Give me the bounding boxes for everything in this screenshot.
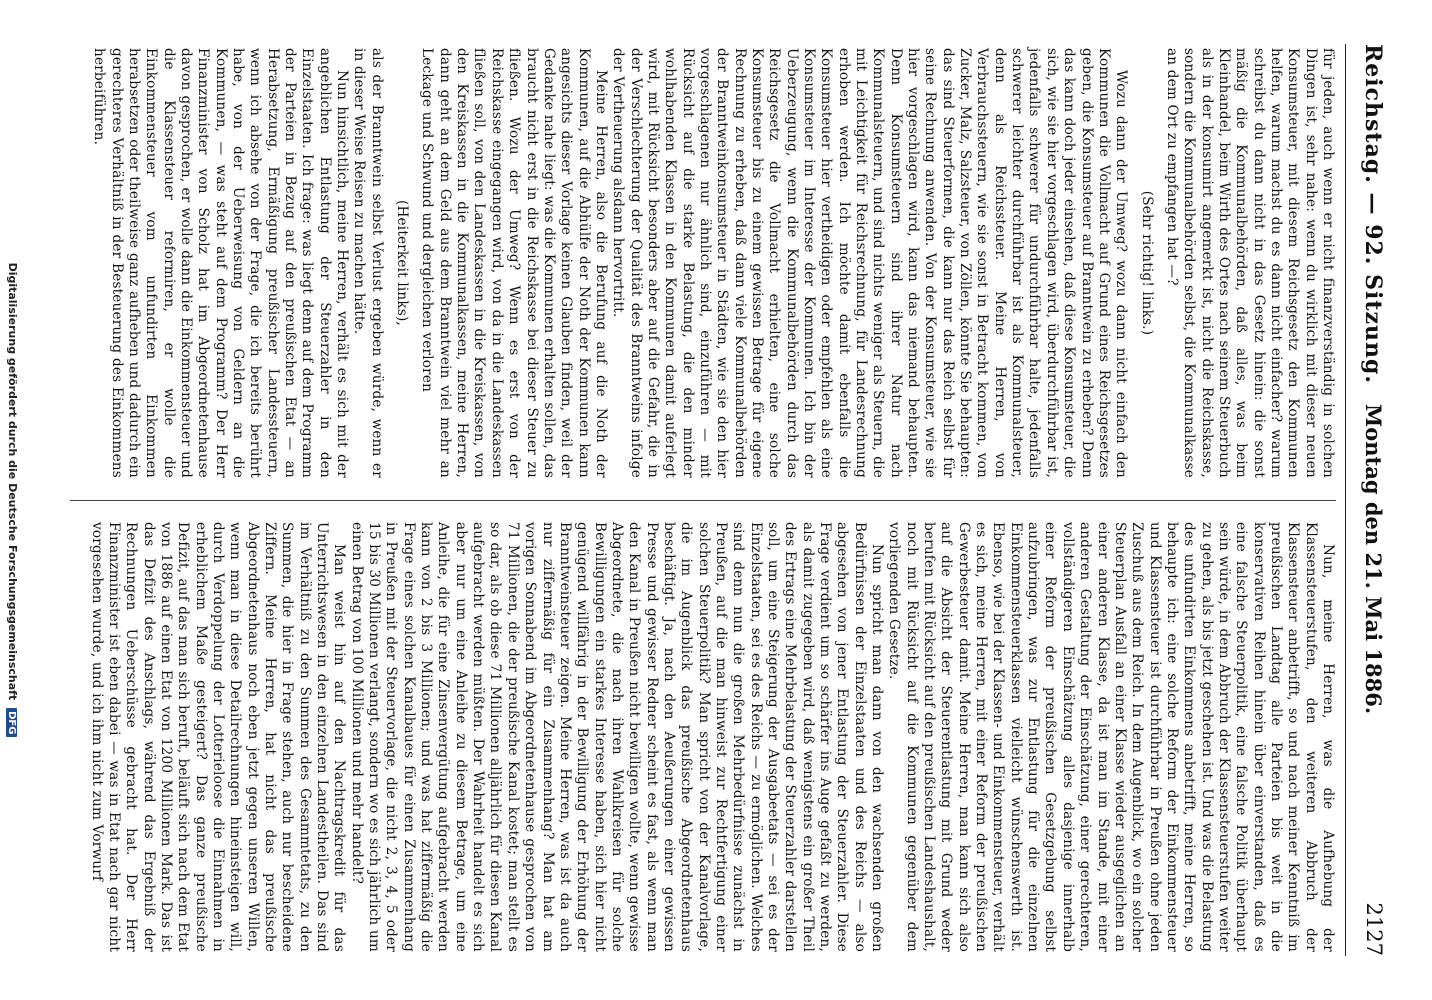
- page-header: [1352, 44, 1392, 956]
- header-date: Montag den 21. Mai 1886.: [1361, 404, 1386, 715]
- paragraph: Meine Herren, also die Berufung auf die Noth der Kommunen, auf die Abhülfe der Noth der Kommunen kann angesichts dieser Vorlage keinen Glauben finden, weil der Gedanke nahe liegt: was die Kommunen erhalten sollen, das braucht nicht erst in die Reichskasse bei dieser Steuer zu fließen. Wozu der Umweg? Wenn es erst von der Reichskasse eingegangen wird, von da in die Landeskassen fließen soll, von den Landeskassen in die Kreiskassen, von den Kreiskassen in die Kommunalkassen, meine Herren, dann geht an dem Geld aus dem Branntwein viel mehr an Leckage und Schwund und dergleichen verloren: [419, 48, 609, 478]
- paragraph: als der Branntwein selbst Verlust ergeben würde, wenn er in dieser Weise Reisen zu machen hätte.: [351, 48, 385, 478]
- interjection: (Sehr richtig! links.): [1138, 190, 1155, 336]
- interjection: (Heiterkeit links),: [394, 199, 411, 327]
- column-divider: [70, 500, 1336, 501]
- header-session: Reichstag. — 92. Sitzung.: [1360, 44, 1386, 385]
- paragraph: für jeden, auch wenn er nicht finanzverständig in solchen Dingen ist, sehr nahe: wenn du wirklich mit dieser neuen Konsumsteuer, mit diesem Reichsgesetz den Kommunen helfen, warum machst du es dann nicht einfacher? warum schreibst du dann nicht in das Gesetz hinein: die sonst mäßig die Kommunalbehörden, daß alles, was beim Kleinhandel, beim Wirth des Ortes nach seinem Steuerbuch als in der konsumirt angemerkt ist, nicht die Reichskasse, sondern die Kommunalbehörden selbst, die Kommunalkasse an dem Ort zu empfangen hat —?: [1163, 48, 1336, 478]
- right-column: [70, 522, 1336, 952]
- paragraph: Man weist hin auf den Nachtragskredit für das Unterrichtswesen in den einzelnen Landestheilen. Das sind im Verhältniß zu den Summen des Gesammtetats, zu den Summen, die hier in Frage stehen, auch nur bescheidene Ziffern. Meine Herren, hat nicht das preußische Abgeordnetenhaus noch eben jetzt gegen unseren Willen, wenn man in diese Detailrechnungen hineinsteigen will, durch Verdoppelung der Lotterieloose die Einnahmen in erheblichem Maße gesteigert? Das ganze preußische Defizit, auf das man sich beruft, beläuft sich nach dem Etat von 1886 auf einen Etat von 1200 Millionen Mark. Das ist das Defizit des Anschlags, während das Ergebniß der Rechnungen Ueberschüsse gebracht hat. Der Herr Finanzminister ist eben dabei — was in Etat nach gar nicht vorgesehen wurde, und ich ihm nicht zum Vorwurf: [88, 522, 348, 952]
- paragraph: Nun spricht man dann von den wachsenden großen Bedürfnissen der Einzelstaaten und des Reichs — also abgesehen von jener Entlastung der Steuerzahler. Diese Frage verdient um so schärfer ins Auge gefaßt zu werden, als damit zugegeben wird, daß wenigstens ein großer Theil des Ertrags eine Mehrbelastung der Steuerzahler darstellen soll, um eine Steigerung der Ausgabeetats — sei es der Einzelstaaten, sei es des Reichs — zu ermöglichen. Welches sind denn nun die großen Mehrbedürfnisse zunächst in Preußen, auf die man hinweist zur Rechtfertigung einer solchen Steuerpolitik? Man spricht von der Kanalvorlage, die im Augenblick das preußische Abgeordnetenhaus beschäftigt. Ja, nach den Aeußerungen einer gewissen Presse und gewisser Redner scheint es fast, als wenn man den Kanal in Preußen nicht bewilligen wollte, wenn gewisse Abgeordnete, die nach ihren Wahlkreisen für solche Bewilligungen ein starkes Interesse haben, sich hier nicht genügend willfährig in der Bewilligung der Erhöhung der Branntweinsteuer zeigen. Meine Herren, was ist da auch nur ziffermäßig für ein Zusammenhang? Man hat am vorigen Sonnabend im Abgeordnetenhause gesprochen von 71 Millionen, die der preußische Kanal kostet; man stellt es so dar, als ob diese 71 Millionen alljährlich für diesen Kanal aufgebracht werden müßten. Der Wahrheit handelt es sich aber nur um eine Anleihe zu diesem Betrage, um eine Anleihe, die für eine Zinsenvergütung aufgebracht werden kann von 2 bis 3 Millionen; und was hat ziffermäßig die Frage eines solchen Kanalbaues für einen Zusammenhang in Preußen mit der Steuervorlage, die nicht 2, 3, 4, 5 oder 15 bis 30 Millionen verlangt, sondern wo es sich jährlich um einen Betrag von 100 Millionen und mehr handelt?: [348, 522, 886, 952]
- dfg-footer-text: Digitalisierung gefördert durch die Deutsche Forschungsgemeinschaft: [6, 262, 19, 701]
- paragraph: Wozu dann der Umweg? wozu dann nicht einfach den Kommunen die Vollmacht auf Grund eines Reichsgesetzes geben, die Konsumsteuer auf Branntwein zu erheben? Denn das kann doch jeder einsehen, daß diese Konsumsteuer, die sich, wie sie hier vorgeschlagen wird, überdurchführbar ist, jedenfalls schwerer für undurchführbar halte, jedenfalls schwerer leichter durchführbar ist als Kommunalsteuer, denn als Reichssteuer. Meine Herren, von Verbrauchssteuern, wie sie sonst in Betracht kommen, von Zucker, Malz, Salzsteuer, von Zöllen, könnte Sie behaupten: das sind Steuerformen, die kann nur das Reich selbst für seine Rechnung anwenden. Von der Konsumsteuer, wie sie hier vorgeschlagen wird, kann das niemand behaupten. Denn Konsumsteuern sind ihrer Natur nach Kommunalsteuern, und sind nichts weniger als Steuern, die mit Leichtigkeit für Reichsrechnung, für Landesrechnung erhoben werden. Ich möchte damit ebenfalls die Konsumsteuer hier vertheidigen oder empfehlen als eine Konsumsteuer im Interesse der Kommunen. Ich bin der Ueberzeugung, wenn die Kommunalbehörden durch das Reichsgesetz die Vollmacht erhielten, eine solche Konsumsteuer bis zu einem gewissen Betrage für eigene Rechnung zu erheben, daß dann viele Kommunalbehörden der Branntweinkonsumsteuer in Städten, wie sie den hier vorgeschlagenen nur ähnlich sind, einzuführen — mit Rücksicht auf die starke Belastung, die den minder wohlhabenden Klassen in den Kommunen damit auferlegt wird, mit Rücksicht besonders aber auf die Gefahr, die in der Verschlechterung der Qualität des Branntweins infolge der Vertheuerung alsdann hervortritt.: [610, 48, 1130, 478]
- paragraph: Nun, meine Herren, was die Aufhebung der Klassensteuerstufen, den weiteren Abbruch der Klassensteuer anbetrifft, so und nach meiner Kenntniß im preußischen Landtag alle Parteien bis weit in die konservativen Reihen hinein über einverstanden, daß es eine falsche Steuerpolitik, eine falsche Politik überhaupt sein würde, in dem Abbruch der Klassensteuerstufen weiter zu gehen, als bis jetzt geschehen ist. Und was die Belastung des unfundirten Einkommens anbetrifft, meine Herren, so behaupte ich: eine solche Reform der Einkommensteuer und Klassensteuer ist durchführbar in Preußen ohne jeden Zuschuß aus dem Reich. In dem Augenblick, wo ein solcher Steuerplan Ausfall an einer Klasse wieder ausgeglichen an einer anderen Klasse, da ist man im Stande, mit einer anderen Gestaltung der Einschätzung, einer gerechteren, vollständigeren Einschätzung alles dasjenige innerhalb einer Reform der preußischen Gesetzgebung selbst aufzubringen, was zur Entlastung für die einzelnen Einkommensteuerklassen vielleicht wünschenswerth ist. Ebenso, wie bei der Klassen- und Einkommensteuer, verhält es sich, meine Herren, mit einer Reform der preußischen Gewerbesteuer damit. Meine Herren, man kann sich also auf die Absicht der Steuerentlastung mit Grund weder berufen mit Rücksicht auf den preußischen Landeshaushalt, noch mit Rücksicht auf die Kommunen gegenüber dem vorliegenden Gesetze.: [886, 522, 1336, 952]
- left-column: [70, 48, 1336, 478]
- header-rule: [1345, 44, 1346, 956]
- dfg-footer: [6, 0, 19, 1000]
- dfg-logo: DFG: [6, 708, 17, 737]
- page-number: 2127: [1362, 902, 1386, 956]
- paragraph: Nun hinsichtlich, meine Herren, verhält es sich mit der angeblichen Entlastung der Steuerzahler in den Einzelstaaten. Ich frage: was liegt denn auf dem Programm der Parteien in Bezug auf den preußischen Etat — an Herabsetzung, Ermäßigung preußischer Landessteuern, wenn ich absehe von der Frage, die ich bereits berührt habe, von der Ueberweisung von Geldern an die Kommunen, — was steht auf dem Programm? Der Herr Finanzminister von Scholz hat im Abgeordnetenhause davon gesprochen, er wolle dann die Einkommensteuer und die Klassensteuer reformiren, er wolle die Einkommensteuer vom unfundirten Einkommen herabsetzen oder theilweise ganz aufheben und dadurch ein gerechteres Verhältniß in der Besteuerung des Einkommens herbeiführen.: [91, 48, 351, 478]
